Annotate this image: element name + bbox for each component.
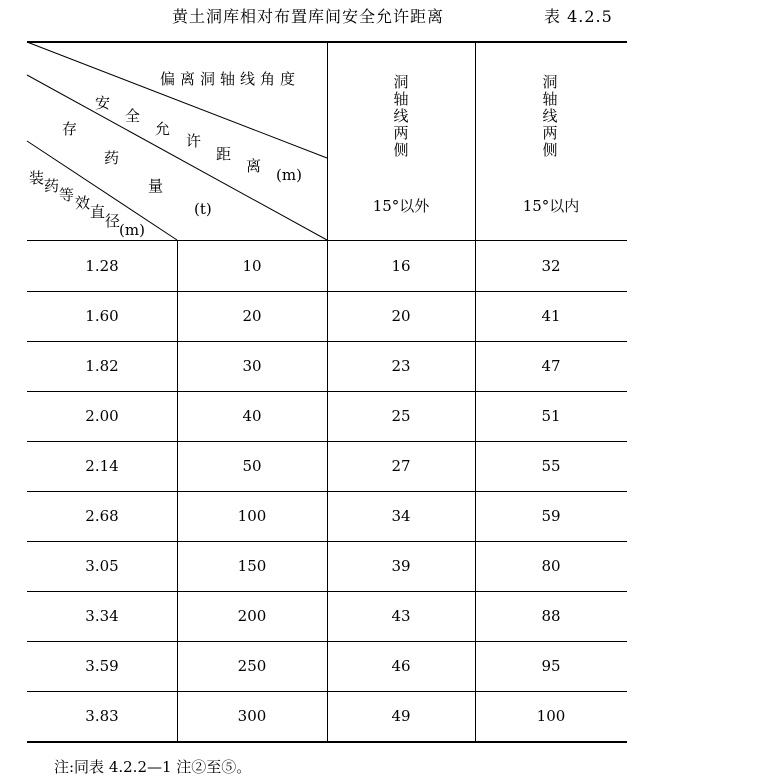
- footnote: 注:同表 4.2.2—1 注②至⑤。: [54, 758, 252, 776]
- cell-distance-outside: 23: [391, 357, 411, 375]
- cell-diameter: 3.59: [85, 657, 119, 675]
- cell-distance-outside: 46: [391, 657, 411, 675]
- col3-angle-label: 15°以外: [372, 197, 430, 215]
- cell-distance-inside: 32: [541, 257, 561, 275]
- diag-distance-char: 安: [95, 94, 111, 112]
- cell-distance-outside: 49: [391, 707, 411, 725]
- diag-diameter-char: 装: [29, 169, 45, 187]
- diag-diameter-char: (m): [119, 221, 145, 239]
- cell-diameter: 2.00: [85, 407, 119, 425]
- diag-distance-char: 离: [246, 157, 262, 175]
- diag-distance-char: 许: [186, 132, 202, 150]
- diag-storage-unit: (t): [194, 200, 212, 218]
- diag-distance-char: 允: [155, 120, 171, 138]
- cell-storage: 150: [237, 557, 267, 575]
- diag-distance-unit: (m): [276, 166, 302, 184]
- cell-distance-inside: 100: [536, 707, 566, 725]
- diag-diameter-char: 直: [90, 203, 106, 221]
- cell-distance-inside: 80: [541, 557, 561, 575]
- cell-distance-inside: 51: [541, 407, 561, 425]
- cell-distance-outside: 43: [391, 607, 411, 625]
- cell-distance-inside: 88: [541, 607, 561, 625]
- cell-distance-inside: 47: [541, 357, 561, 375]
- diag-distance-char: 全: [125, 107, 141, 125]
- cell-diameter: 3.05: [85, 557, 119, 575]
- diag-storage-char: 存: [62, 120, 78, 138]
- table-number: 表 4.2.5: [544, 7, 613, 26]
- cell-storage: 250: [237, 657, 267, 675]
- cell-diameter: 2.14: [85, 457, 119, 475]
- cell-diameter: 1.28: [85, 257, 119, 275]
- cell-distance-outside: 39: [391, 557, 411, 575]
- cell-storage: 40: [242, 407, 262, 425]
- cell-distance-outside: 25: [391, 407, 411, 425]
- cell-distance-inside: 41: [541, 307, 561, 325]
- cell-storage: 30: [242, 357, 262, 375]
- diag-diameter-char: 效: [75, 194, 91, 212]
- col4-vertical-text: 洞 轴 线 两 侧: [542, 73, 558, 159]
- cell-diameter: 2.68: [85, 507, 119, 525]
- diag-storage-char: 量: [148, 177, 164, 195]
- cell-diameter: 3.83: [85, 707, 119, 725]
- cell-distance-outside: 20: [391, 307, 411, 325]
- cell-diameter: 3.34: [85, 607, 119, 625]
- cell-diameter: 1.82: [85, 357, 119, 375]
- table-title: 黄土洞库相对布置库间安全允许距离: [172, 7, 445, 26]
- cell-diameter: 1.60: [85, 307, 119, 325]
- col3-vertical-text: 洞 轴 线 两 侧: [393, 73, 409, 159]
- cell-storage: 100: [237, 507, 267, 525]
- cell-distance-outside: 34: [391, 507, 411, 525]
- cell-storage: 200: [237, 607, 267, 625]
- diag-diameter-char: 等: [59, 186, 75, 204]
- diag-storage-char: 药: [104, 149, 120, 167]
- cell-distance-outside: 27: [391, 457, 411, 475]
- diag-diameter-char: 径: [105, 212, 121, 230]
- col4-angle-label: 15°以内: [522, 197, 580, 215]
- cell-distance-inside: 55: [541, 457, 561, 475]
- diag-angle-label: 偏离洞轴线角度: [160, 70, 301, 88]
- diag-diameter-char: 药: [44, 177, 60, 195]
- cell-distance-outside: 16: [391, 257, 411, 275]
- cell-storage: 10: [242, 257, 262, 275]
- cell-storage: 50: [242, 457, 262, 475]
- cell-distance-inside: 59: [541, 507, 561, 525]
- diag-distance-char: 距: [216, 145, 232, 163]
- cell-storage: 300: [237, 707, 267, 725]
- cell-distance-inside: 95: [541, 657, 561, 675]
- cell-storage: 20: [242, 307, 262, 325]
